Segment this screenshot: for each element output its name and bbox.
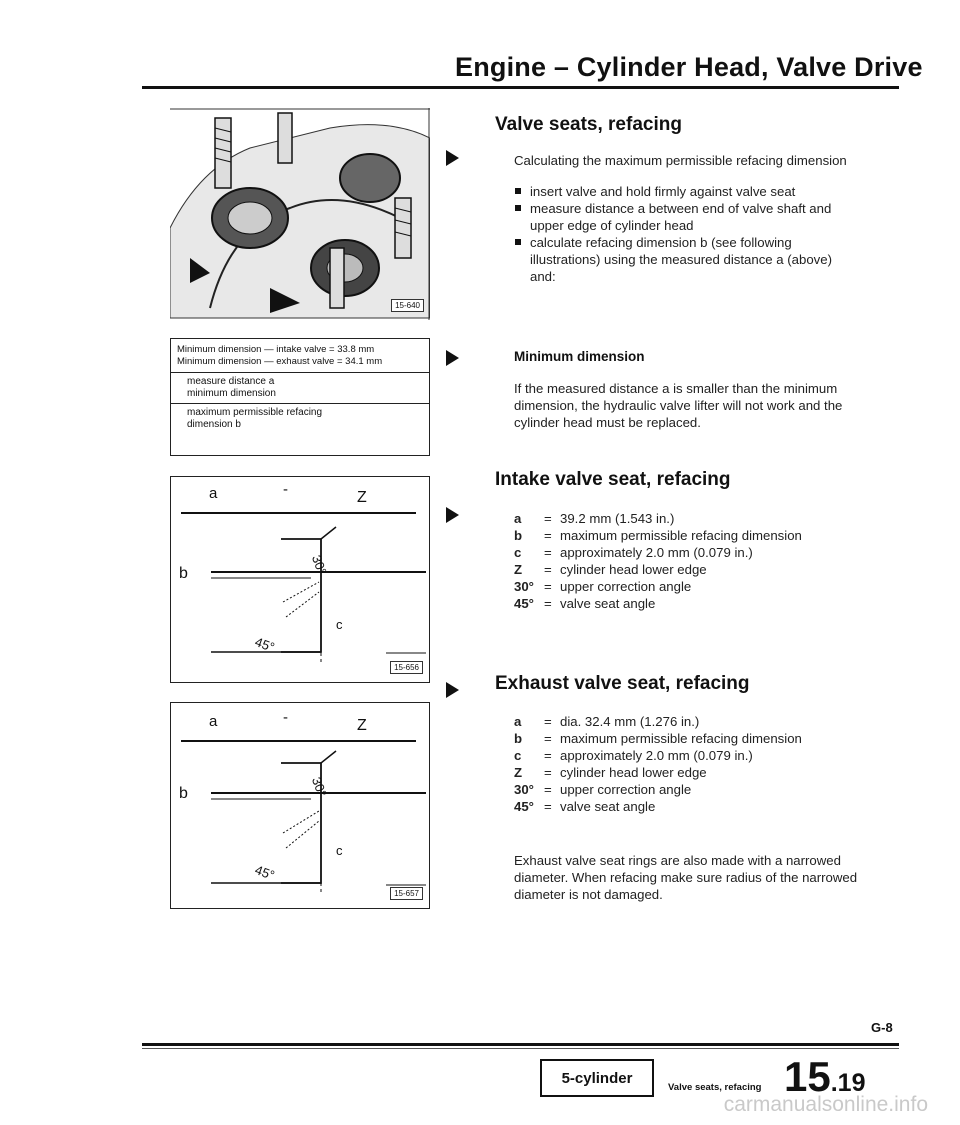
figure-intake-seat-diagram (170, 476, 430, 683)
label-b: b (179, 565, 188, 582)
def-row (514, 781, 814, 798)
footer-rule (142, 1043, 899, 1046)
caption-max-line2: dimension b (187, 419, 241, 430)
def-row (514, 713, 814, 730)
page-id: G-8 (871, 1020, 893, 1035)
def-key: c (514, 545, 522, 560)
step-list (514, 183, 864, 285)
figure-number: 15-640 (391, 299, 424, 312)
def-value: approximately 2.0 mm (0.079 in.) (560, 545, 753, 560)
def-row (514, 527, 804, 544)
section-s2-text: If the measured distance a is smaller than the minimum dimension, the hydraulic valve lifter will not work and the cylinder head must be replaced. (514, 381, 843, 430)
pointer-arrow-icon (446, 682, 459, 698)
pointer-arrow-icon (446, 150, 459, 166)
def-key: a (514, 714, 522, 729)
intake-definitions (514, 510, 804, 612)
step-item: insert valve and hold firmly against valve seat (514, 183, 830, 200)
def-equals: = (544, 545, 552, 560)
def-value: maximum permissible refacing dimension (560, 528, 802, 543)
label-b: b (179, 785, 188, 802)
step-item: calculate refacing dimension b (see following illustrations) using the measured distance a (above) and: (514, 234, 850, 285)
def-key: 30° (514, 579, 534, 594)
caption-max (171, 403, 429, 434)
def-value: upper correction angle (560, 579, 692, 594)
def-key: 45° (514, 799, 534, 814)
pointer-arrow-icon (446, 350, 459, 366)
def-key: b (514, 731, 523, 746)
def-value: maximum permissible refacing dimension (560, 731, 802, 746)
def-value: valve seat angle (560, 596, 656, 611)
label-a: a (209, 485, 218, 502)
def-equals: = (544, 579, 552, 594)
footer-rule-thin (142, 1048, 899, 1049)
caption-max-line1: maximum permissible refacing (187, 407, 323, 418)
exhaust-seat-diagram-svg (171, 703, 429, 908)
label-c: c (336, 843, 343, 858)
def-value: valve seat angle (560, 799, 656, 814)
label-dash: - (283, 709, 288, 726)
pointer-arrow-icon (446, 507, 459, 523)
label-30-deg: 30° (308, 775, 330, 799)
footer-section-label: Valve seats, refacing (668, 1082, 762, 1093)
def-value: cylinder head lower edge (560, 562, 707, 577)
def-value: upper correction angle (560, 782, 692, 797)
def-row (514, 561, 804, 578)
watermark-text: carmanualsonline.info (723, 1093, 928, 1116)
def-equals: = (544, 765, 552, 780)
def-row (514, 544, 804, 561)
label-45-deg: 45° (253, 862, 277, 883)
engine-variant-badge: 5-cylinder (540, 1059, 654, 1097)
caption-measure-line1: measure distance a (187, 376, 275, 387)
def-equals: = (544, 528, 552, 543)
def-row (514, 578, 804, 595)
def-key: c (514, 748, 522, 763)
step-item: measure distance a between end of valve shaft and upper edge of cylinder head (514, 200, 850, 234)
label-dash: - (283, 481, 288, 498)
label-z: Z (357, 717, 367, 734)
def-key: Z (514, 562, 523, 577)
caption-exhaust-min: Minimum dimension — exhaust valve = 34.1 mm (177, 356, 383, 367)
section-s1-intro: Calculating the maximum permissible refacing dimension (514, 153, 847, 168)
def-equals: = (544, 782, 552, 797)
def-equals: = (544, 731, 552, 746)
figure-number: 15-657 (390, 887, 423, 900)
exhaust-definitions (514, 713, 814, 815)
figure-exhaust-seat-diagram (170, 702, 430, 909)
figure-cylinder-head-photo (170, 108, 430, 320)
section-title-valve-seats: Valve seats, refacing (495, 114, 682, 135)
section-title-intake: Intake valve seat, refacing (495, 469, 731, 490)
def-equals: = (544, 799, 552, 814)
caption-measure (171, 372, 429, 403)
def-value: approximately 2.0 mm (0.079 in.) (560, 748, 753, 763)
caption-intake-min: Minimum dimension — intake valve = 33.8 mm (177, 344, 375, 355)
label-c: c (336, 617, 343, 632)
header-rule (142, 86, 899, 89)
def-value: dia. 32.4 mm (1.276 in.) (560, 714, 700, 729)
def-key: Z (514, 765, 523, 780)
def-row (514, 595, 804, 612)
def-equals: = (544, 714, 552, 729)
def-key: 45° (514, 596, 534, 611)
label-a: a (209, 713, 218, 730)
caption-box (170, 338, 430, 456)
section-s4-note: Exhaust valve seat rings are also made with a narrowed diameter. When refacing make sure radius of the narrowed diameter is not damaged. (514, 853, 858, 902)
page-number-sub: .19 (830, 1069, 866, 1097)
page-title: Engine – Cylinder Head, Valve Drive (455, 52, 923, 82)
def-value: cylinder head lower edge (560, 765, 707, 780)
section-s1-body (514, 152, 864, 285)
figure-number: 15-656 (390, 661, 423, 674)
def-key: b (514, 528, 523, 543)
caption-measure-line2: minimum dimension (187, 388, 276, 399)
section-title-minimum-dimension: Minimum dimension (514, 349, 645, 364)
def-equals: = (544, 596, 552, 611)
intake-seat-diagram-svg (171, 477, 429, 682)
def-equals: = (544, 562, 552, 577)
def-row (514, 764, 814, 781)
label-z: Z (357, 489, 367, 506)
def-row (514, 730, 814, 747)
def-row (514, 510, 804, 527)
label-30-deg: 30° (308, 553, 330, 577)
def-equals: = (544, 748, 552, 763)
label-45-deg: 45° (253, 634, 277, 655)
section-title-exhaust: Exhaust valve seat, refacing (495, 673, 750, 694)
cylinder-head-illustration (170, 108, 430, 320)
def-row (514, 798, 814, 815)
watermark (0, 1093, 960, 1117)
page-number-main: 15 (784, 1053, 831, 1100)
def-row (514, 747, 814, 764)
def-equals: = (544, 511, 552, 526)
def-value: 39.2 mm (1.543 in.) (560, 511, 675, 526)
def-key: 30° (514, 782, 534, 797)
def-key: a (514, 511, 522, 526)
